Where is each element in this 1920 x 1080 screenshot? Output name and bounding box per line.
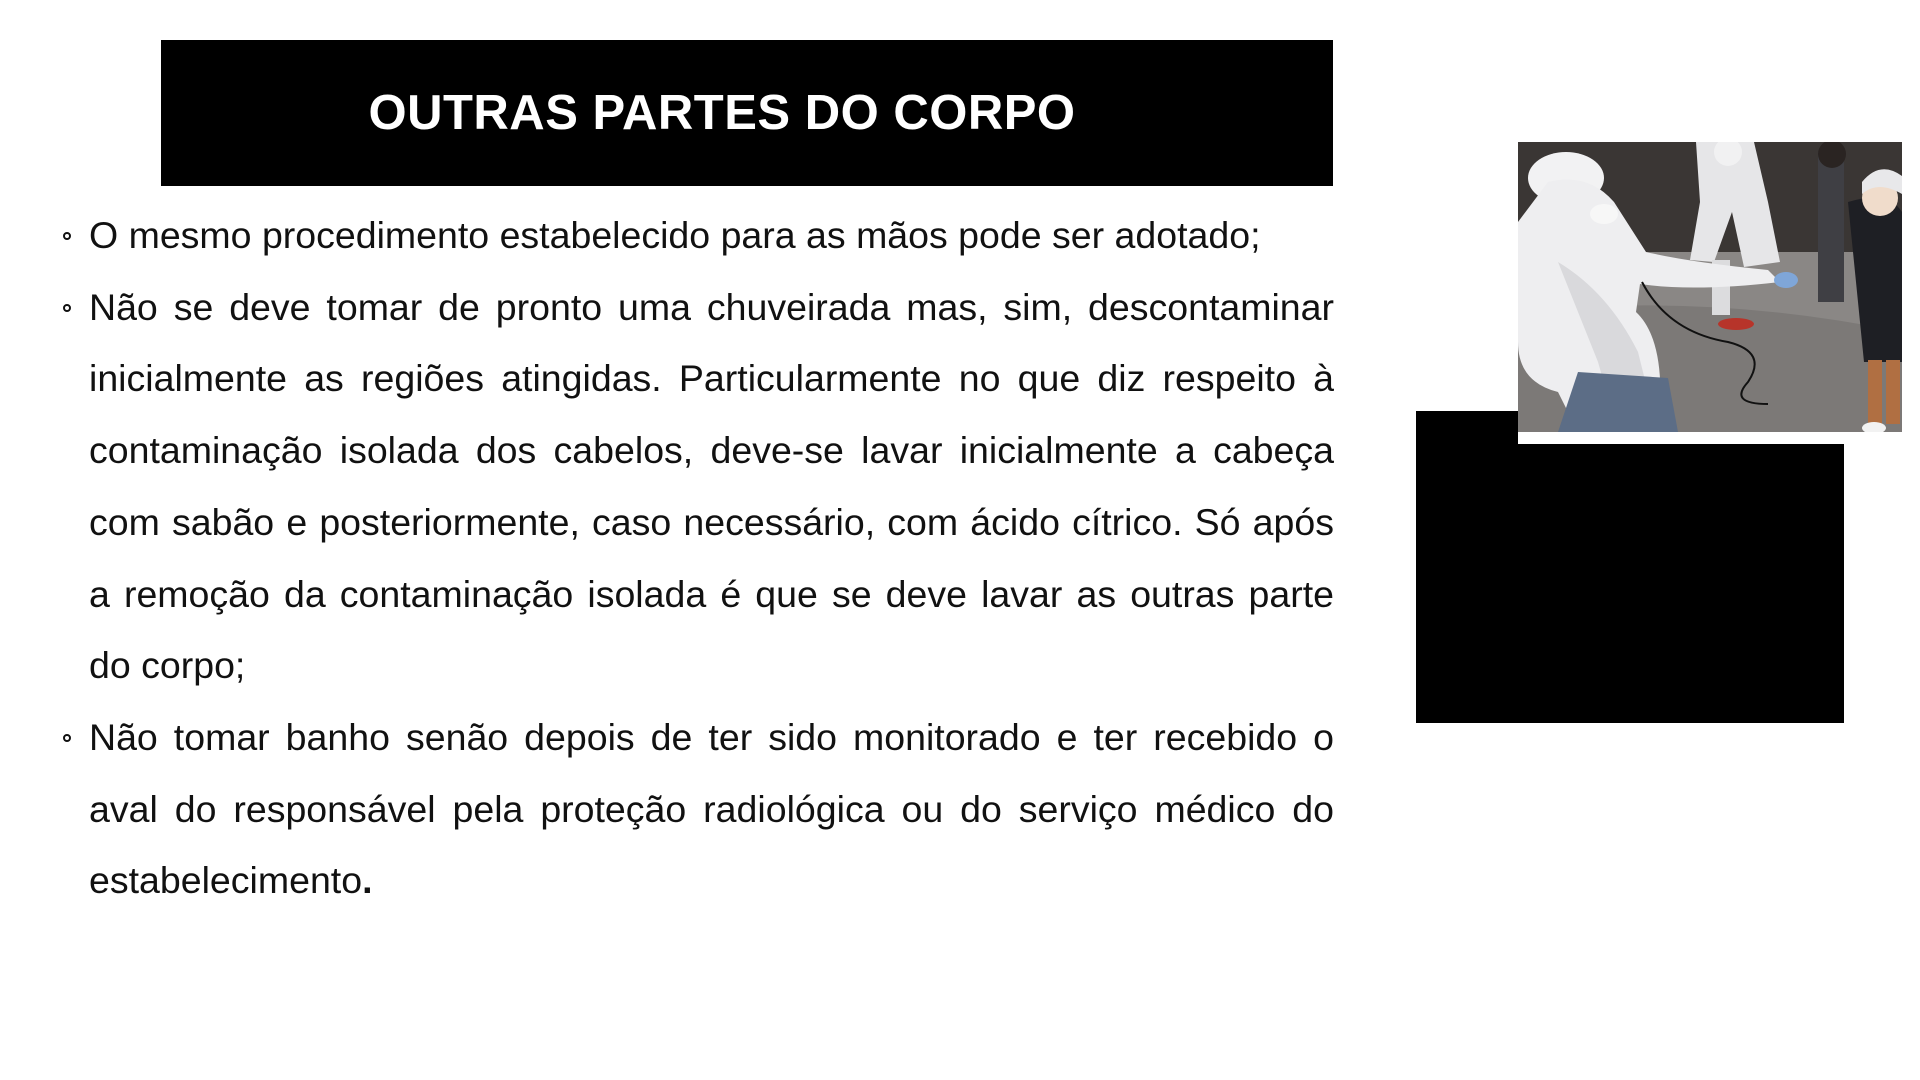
photo-illustration-icon <box>1518 142 1902 444</box>
bullet-item <box>58 200 1334 272</box>
bullet-item <box>58 272 1334 702</box>
title-banner <box>161 40 1333 186</box>
decorative-black-block <box>1416 411 1844 723</box>
bullet-end-period: . <box>362 859 373 902</box>
bullet-item <box>58 702 1334 917</box>
bullet-icon <box>63 734 71 742</box>
slide-title: OUTRAS PARTES DO CORPO <box>368 86 1076 140</box>
bullet-icon <box>63 232 71 240</box>
bullet-text: Não se deve tomar de pronto uma chuveirada mas, sim, descontaminar inicialmente as regiões atingidas. Particularmente no que diz respeito à contaminação isolada dos cabelos, deve-se lavar inicialmente a cabeça com sabão e posteriormente, caso necessário, com ácido cítrico. Só após a remoção da contaminação isolada é que se deve lavar as outras parte do corpo; <box>89 285 1334 687</box>
bullet-list <box>58 200 1334 917</box>
bullet-text: Não tomar banho senão depois de ter sido monitorado e ter recebido o aval do responsável pela proteção radiológica ou do serviço médico do estabelecimento <box>89 715 1334 902</box>
bullet-icon <box>63 304 71 312</box>
bullet-text: O mesmo procedimento estabelecido para as mãos pode ser adotado; <box>89 214 1261 256</box>
radiation-screening-photo <box>1518 142 1902 444</box>
